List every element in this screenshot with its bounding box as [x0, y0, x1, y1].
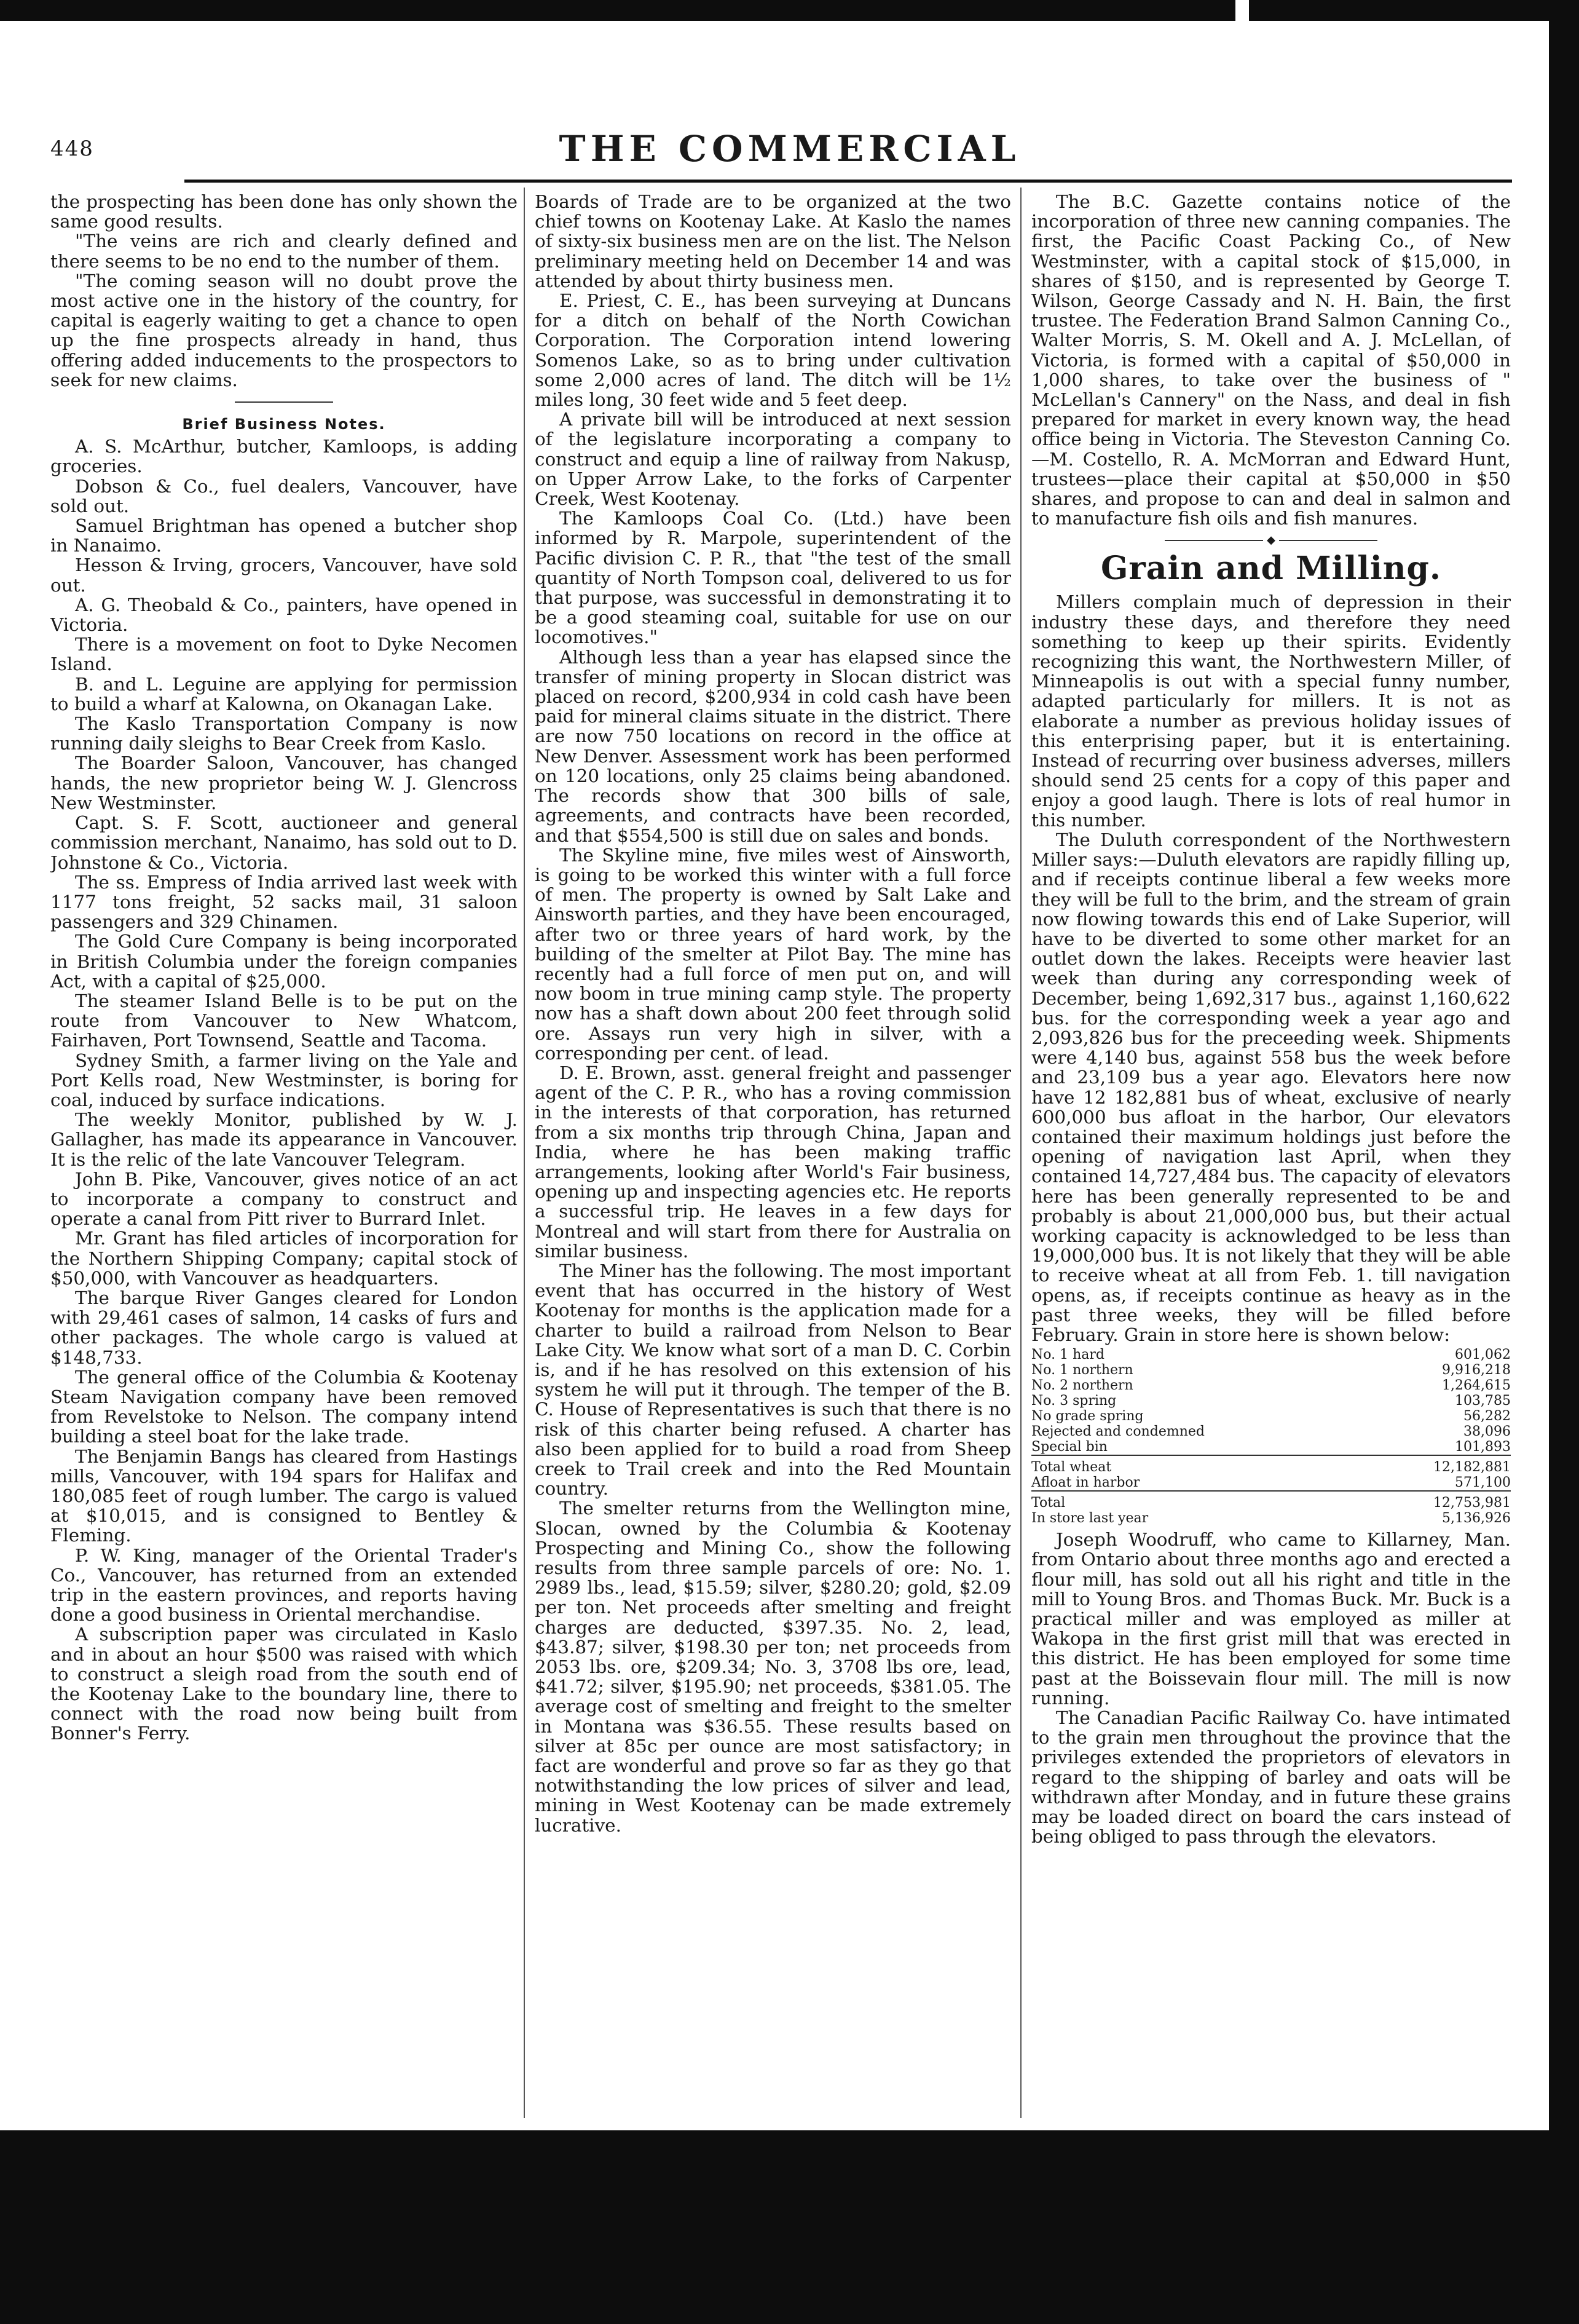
paragraph: E. Priest, C. E., has been surveying at Duncans for a ditch on behalf of the North Cowichan Corporation. The Corporation intend lowering Somenos Lake, so as to bring under cultivation some 2,000 acres of land. The ditch will be 1½ miles long, 30 feet wide and 5 feet deep.	[535, 290, 1011, 411]
table-rule	[1031, 1455, 1511, 1460]
table-value: 9,916,218	[1442, 1362, 1511, 1378]
table-label: No. 1 hard	[1031, 1347, 1105, 1363]
section-heading-grain-milling: Grain and Milling.	[1101, 550, 1441, 588]
table-label: Afloat in harbor	[1031, 1475, 1140, 1491]
business-note: The weekly Monitor, published by W. J. Gallagher, has made its appearance in Vancouver. It is the relic of the late Vancouver Telegram.	[50, 1109, 518, 1170]
business-note: The Gold Cure Company is being incorporated in British Columbia under the foreign companies Act, with a capital of $25,000.	[50, 931, 518, 992]
table-value: 5,136,926	[1442, 1511, 1511, 1527]
business-note: P. W. King, manager of the Oriental Trader's Co., Vancouver, has returned from an extended trip in the eastern provinces, and reports having done a good business in Oriental merchandise.	[50, 1544, 518, 1626]
table-label: No grade spring	[1031, 1409, 1144, 1425]
paragraph: The Duluth correspondent of the Northwestern Miller says:—Duluth elevators are rapidly filling up, and if receipts continue liberal a few weeks more they will be full to the brim, and the stream of grain now flowing towards this end of Lake Superior, will have to be diverted to some other market for an outlet down the lakes. Receipts were heavier last week than during any corresponding week of December, being 1,692,317 bus., against 1,160,622 bus. for the corresponding week a year ago and 2,093,826 bus for the preceeding week. Shipments were 4,140 bus, against 558 bus the week before and 23,109 bus a year ago. Elevators here now have 12 182,881 bus of wheat, exclusive of nearly 600,000 bus afloat in the harbor, Our elevators contained their maximum holdings just before the opening of navigation last April, when they contained 14,727,484 bus. The capacity of elevators here has been generally represented to be and probably is about 21,000,000 bus, but their actual working capacity is acknowledged to be less than 19,000,000 bus. It is not likely that they will be able to receive wheat at all from Feb. 1. till navigation opens, as, if receipts continue as heavy as in the past three weeks, they will be filled before February. Grain in store here is shown below:	[1031, 829, 1511, 1345]
paragraph: A private bill will be introduced at next session of the legislature incorporating a company to construct and equip a line of railway from Nakusp, on Upper Arrow Lake, to the forks of Carpenter Creek, West Kootenay.	[535, 409, 1011, 510]
table-value: 1,264,615	[1442, 1378, 1511, 1394]
scan-border-right	[1549, 0, 1579, 2324]
business-note: B. and L. Leguine are applying for permission to build a wharf at Kalowna, on Okanagan Lake.	[50, 673, 518, 714]
paragraph: Boards of Trade are to be organized at the two chief towns on Kootenay Lake. At Kaslo the names of sixty-six business men are on the list. The Nelson preliminary meeting held on December 14 and was attended by about thirty business men.	[535, 192, 1011, 291]
section-divider	[50, 396, 518, 408]
paragraph: The smelter returns from the Wellington mine, Slocan, owned by the Columbia & Kootenay Prospecting and Mining Co., show the following results from three sample parcels of ore: No. 1. 2989 lbs., lead, $15.59; silver, $280.20; gold, $2.09 per ton. Net proceeds after smelting and freight charges are deducted, $397.35. No. 2, lead, $43.87; silver, $198.30 per ton; net proceeds from 2053 lbs. ore, $209.34; No. 3, 3708 lbs ore, lead, $41.72; silver, $195.90; net proceeds, $381.05. The average cost of smelting and freight to the smelter in Montana was $36.55. These results based on silver at 85c per ounce are most satisfactory; in fact are wonderful and prove so far as they go that notwithstanding the low prices of silver and lead, mining in West Kootenay can be made extremely lucrative.	[535, 1498, 1011, 1836]
table-value: 571,100	[1455, 1475, 1511, 1491]
section-divider: ◆	[1031, 534, 1511, 547]
table-value: 56,282	[1463, 1409, 1511, 1425]
business-note: The ss. Empress of India arrived last week with 1177 tons freight, 52 sacks mail, 31 saloon passengers and 329 Chinamen.	[50, 871, 518, 933]
column-divider	[524, 188, 525, 2118]
table-label: No. 3 spring	[1031, 1393, 1117, 1409]
table-row	[1031, 1409, 1511, 1424]
business-note: The general office of the Columbia & Kootenay Steam Navigation company have been removed from Revelstoke to Nelson. The company intend building a steel boat for the lake trade.	[50, 1366, 518, 1447]
business-note: A. G. Theobald & Co., painters, have opened in Victoria.	[50, 594, 518, 636]
table-row	[1031, 1475, 1511, 1491]
paragraph: D. E. Brown, asst. general freight and passenger agent of the C. P. R., who has a roving commission in the interests of that corporation, has returned from a six months trip through China, Japan and India, where he has been making traffic arrangements, looking after World's Fair business, opening up and inspecting agencies etc. He reports a successful trip. He leaves in a few days for Montreal and will start from there for Australia on similar business.	[535, 1062, 1011, 1262]
table-value: 103,785	[1455, 1393, 1511, 1409]
business-note: Mr. Grant has filed articles of incorporation for the Northern Shipping Company; capital stock of $50,000, with Vancouver as headquarters.	[50, 1228, 518, 1289]
paragraph: Although less than a year has elapsed since the transfer of mining property in Slocan district was placed on record, $200,934 in cold cash have been paid for mineral claims situate in the district. There are now 750 locations on record in the office at New Denver. Assessment work has been performed on 120 locations, only 25 claims being abandoned. The records show that 300 bills of sale, agreements, and contracts have been recorded, and that $554,500 is still due on sales and bonds.	[535, 646, 1011, 846]
section-heading-brief-notes: Brief Business Notes.	[182, 416, 386, 433]
table-label: Special bin	[1031, 1439, 1108, 1455]
scan-border-top	[0, 0, 1579, 21]
business-note: The Kaslo Transportation Company is now running daily sleighs to Bear Creek from Kaslo.	[50, 713, 518, 754]
table-label: Total	[1031, 1495, 1066, 1511]
page-number: 448	[50, 136, 94, 161]
paragraph: "The coming season will no doubt prove the most active one in the history of the country, for capital is eagerly waiting to get a chance to open up the fine prospects already in hand, thus offering added inducements to the prospectors to seek for new claims.	[50, 270, 518, 390]
table-label: Total wheat	[1031, 1460, 1112, 1476]
business-note: Capt. S. F. Scott, auctioneer and general commission merchant, Nanaimo, has sold out to D. Johnstone & Co., Victoria.	[50, 812, 518, 873]
business-note: Samuel Brightman has opened a butcher shop in Nanaimo.	[50, 515, 518, 556]
paragraph: "The veins are rich and clearly defined and there seems to be no end to the number of them.	[50, 231, 518, 272]
column-1	[50, 192, 518, 2116]
table-label: No. 2 northern	[1031, 1378, 1133, 1394]
table-row	[1031, 1424, 1511, 1439]
table-row	[1031, 1439, 1511, 1455]
table-value: 38,096	[1463, 1424, 1511, 1440]
table-row	[1031, 1378, 1511, 1393]
table-row	[1031, 1347, 1511, 1362]
paragraph: The B.C. Gazette contains notice of the incorporation of three new canning companies. The first, the Pacific Coast Packing Co., of New Westminster, with a capital stock of $15,000, in shares of $150, and is represented by George T. Wilson, George Cassady and N. H. Bain, the first trustee. The Federation Brand Salmon Canning Co., Walter Morris, S. M. Okell and A. J. McLellan, of Victoria, is formed with a capital of $50,000 in 1,000 shares, to take over the business of " McLellan's Cannery" on the Nass, and deal in fish prepared for market in every known way, the head office being in Victoria. The Steveston Canning Co.—M. Costello, R. A. McMorran and Edward Hunt, trustees—place their capital at $50,000 in $50 shares, and propose to can and deal in salmon and to manufacture fish oils and fish manures.	[1031, 192, 1511, 529]
business-note: The Benjamin Bangs has cleared from Hastings mills, Vancouver, with 194 spars for Halifax and 180,085 feet of rough lumber. The cargo is valued at $10,015, and is consigned to Bentley & Fleming.	[50, 1445, 518, 1546]
table-row	[1031, 1495, 1511, 1511]
business-note: A subscription paper was circulated in Kaslo and in about an hour $500 was raised with which to construct a sleigh road from the south end of the Kootenay Lake to the boundary line, there to connect with the road now being built from Bonner's Ferry.	[50, 1624, 518, 1744]
scan-border-bottom	[0, 2130, 1579, 2324]
column-2	[535, 192, 1011, 2116]
table-value: 12,182,881	[1433, 1460, 1511, 1476]
business-note: A. S. McArthur, butcher, Kamloops, is adding groceries.	[50, 436, 518, 477]
masthead-title: THE COMMERCIAL	[559, 128, 1021, 170]
table-row	[1031, 1362, 1511, 1378]
table-label: In store last year	[1031, 1511, 1149, 1527]
business-note: John B. Pike, Vancouver, gives notice of an act to incorporate a company to construct and operate a canal from Pitt river to Burrard Inlet.	[50, 1168, 518, 1230]
table-value: 601,062	[1455, 1347, 1511, 1363]
paragraph: The Miner has the following. The most important event that has occurred in the history of West Kootenay for months is the application made for a charter to build a railroad from Nelson to Bear Lake City. We know what sort of a man D. C. Corbin is, and if he has resolved on this extension of his system he will put it through. The temper of the B. C. House of Representatives is such that there is no risk of this charter being refused. A charter has also been applied for to build a road from Sheep creek to Trail creek and into the Red Mountain country.	[535, 1260, 1011, 1500]
table-value: 101,893	[1455, 1439, 1511, 1455]
business-note: The Boarder Saloon, Vancouver, has changed hands, the new proprietor being W. J. Glencross New Westminster.	[50, 753, 518, 813]
business-note: Hesson & Irving, grocers, Vancouver, have sold out.	[50, 555, 518, 596]
scan-border-notch	[1235, 0, 1249, 21]
table-label: No. 1 northern	[1031, 1362, 1133, 1378]
paragraph: the prospecting has been done has only shown the same good results.	[50, 192, 518, 232]
header-rule	[184, 180, 1512, 183]
business-note: There is a movement on foot to Dyke Necomen Island.	[50, 634, 518, 675]
table-row	[1031, 1511, 1511, 1526]
grain-in-store-table	[1031, 1347, 1511, 1526]
table-row	[1031, 1393, 1511, 1409]
table-row	[1031, 1460, 1511, 1475]
business-note: Sydney Smith, a farmer living on the Yale and Port Kells road, New Westminster, is boring for coal, induced by surface indications.	[50, 1049, 518, 1110]
paragraph: The Kamloops Coal Co. (Ltd.) have been informed by R. Marpole, superintendent of the Pacific division C. P. R., that "the test of the small quantity of North Tompson coal, delivered to us for that purpose, was successful in demonstrating it to be a good steaming coal, suitable for use on our locomotives."	[535, 508, 1011, 648]
paragraph: Millers complain much of depression in their industry these days, and therefore they need something to keep up their spirits. Evidently recognizing this want, the Northwestern Miller, of Minneapolis is out with a special funny number, adapted particularly for millers. It is not as elaborate a number as previous holiday issues of this enterprising paper, but it is entertaining. Instead of recurring over business adverses, millers should send 25 cents for a copy of this paper and enjoy a good laugh. There is lots of real humor in this number.	[1031, 591, 1511, 831]
column-3	[1031, 192, 1511, 2116]
paragraph: The Skyline mine, five miles west of Ainsworth, is going to be worked this winter with a full force of men. The property is owned by Salt Lake and Ainsworth parties, and they have been encouraged, after two or three years of hard work, by the building of the smelter at Pilot Bay. The mine has recently had a full force of men put on, and will now boom in true mining camp style. The property now has a shaft down about 200 feet through solid ore. Assays run very high in silver, with a corresponding per cent. of lead.	[535, 844, 1011, 1064]
paragraph: Joseph Woodruff, who came to Killarney, Man. from Ontario about three months ago and erected a flour mill, has sold out all his right and title in the mill to Young Bros. and Thomas Buck. Mr. Buck is a practical miller and was employed as miller at Wakopa in the first grist mill that was erected in this district. He has been employed for some time past at the Boissevain flour mill. The mill is now running.	[1031, 1529, 1511, 1709]
table-value: 12,753,981	[1433, 1495, 1511, 1511]
column-divider	[1020, 188, 1022, 2118]
paragraph: The Canadian Pacific Railway Co. have intimated to the grain men throughout the province that the privileges extended the proprietors of elevators in regard to the shipping of barley and oats will be withdrawn after Monday, and in future these grains may be loaded direct on board the cars instead of being obliged to pass through the elevators.	[1031, 1707, 1511, 1848]
business-note: Dobson & Co., fuel dealers, Vancouver, have sold out.	[50, 475, 518, 516]
table-rule	[1031, 1491, 1511, 1495]
business-note: The steamer Island Belle is to be put on the route from Vancouver to New Whatcom, Fairhaven, Port Townsend, Seattle and Tacoma.	[50, 990, 518, 1051]
business-note: The barque River Ganges cleared for London with 29,461 cases of salmon, 14 casks of furs and other packages. The whole cargo is valued at $148,733.	[50, 1287, 518, 1368]
table-label: Rejected and condemned	[1031, 1424, 1205, 1440]
